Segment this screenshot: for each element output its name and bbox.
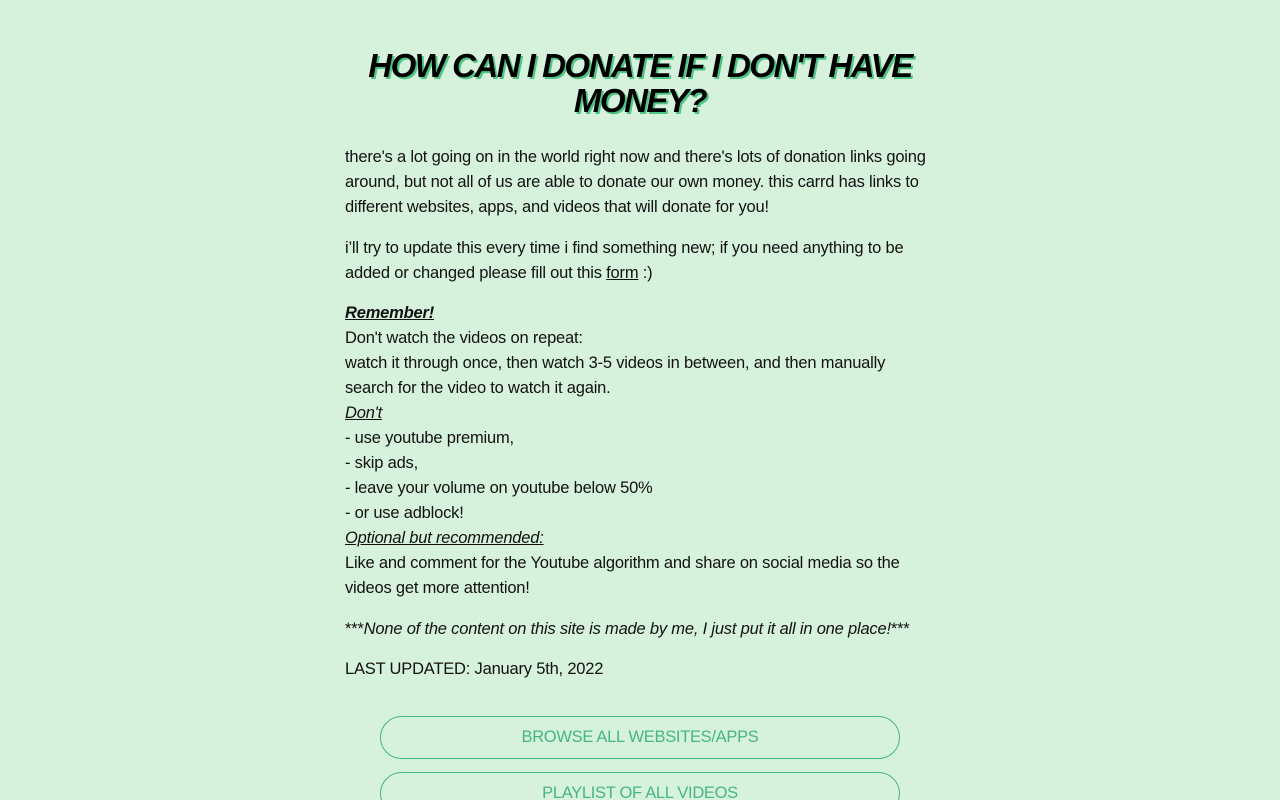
dont-heading: Don't [345, 404, 383, 422]
remember-line-2: watch it through once, then watch 3-5 videos in between, and then manually search for the video to watch it again. [345, 354, 886, 397]
update-text: i’ll try to update this every time i find something new; if you need anything to be added or changed please fill out this [345, 239, 904, 282]
last-updated: LAST UPDATED: January 5th, 2022 [345, 660, 604, 678]
browse-websites-label: BROWSE ALL WEBSITES/APPS [521, 728, 759, 746]
intro-paragraph: there's a lot going on in the world right now and there's lots of donation links going around, but not all of us are able to donate our own money. this carrd has links to different websites, apps, and videos that will donate for you! [345, 148, 926, 216]
dont-item: - leave your volume on youtube below 50% [345, 479, 653, 497]
dont-item: - skip ads, [345, 454, 418, 472]
optional-heading: Optional but recommended: [345, 529, 544, 547]
dont-item: - or use adblock! [345, 504, 464, 522]
dont-item: - use youtube premium, [345, 429, 514, 447]
page-title: HOW CAN I DONATE IF I DON'T HAVE MONEY? [368, 47, 912, 119]
browse-websites-button[interactable] [380, 716, 900, 759]
disclaimer [345, 617, 935, 642]
remember-block [345, 301, 935, 601]
form-link[interactable]: form [606, 264, 639, 282]
disclaimer-stars-right: *** [890, 620, 910, 638]
remember-heading: Remember! [345, 304, 434, 322]
playlist-videos-label: PLAYLIST OF ALL VIDEOS [542, 784, 738, 800]
update-paragraph [345, 236, 935, 286]
main-content [345, 48, 935, 682]
playlist-videos-button[interactable] [380, 772, 900, 800]
disclaimer-text: None of the content on this site is made by me, I just put it all in one place! [363, 620, 891, 638]
remember-line-1: Don't watch the videos on repeat: [345, 329, 583, 347]
optional-text: Like and comment for the Youtube algorithm and share on social media so the videos get more attention! [345, 554, 900, 597]
update-text-end: :) [638, 264, 653, 282]
disclaimer-stars-left: *** [345, 620, 364, 638]
